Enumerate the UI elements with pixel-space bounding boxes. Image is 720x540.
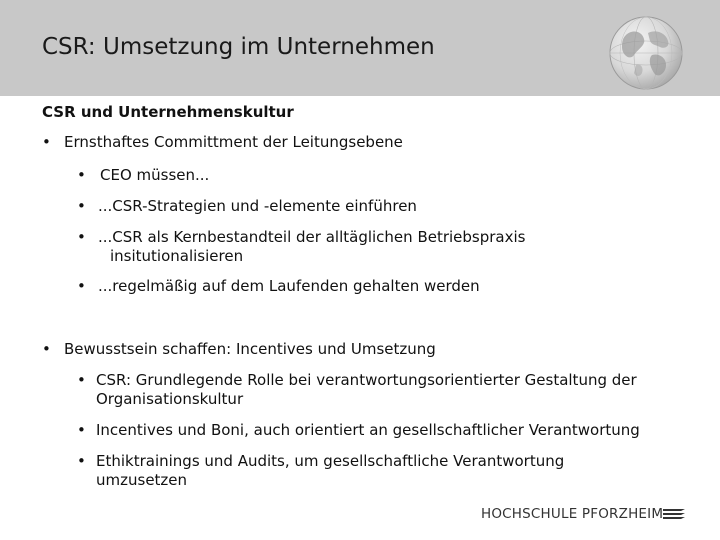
sub-bullet-line: Ethiktrainings und Audits, um gesellschaftliche Verantwortung [96, 452, 565, 470]
bullet-text: Ernsthaftes Committment der Leitungsebene [64, 133, 403, 151]
sub-bullet-line: umzusetzen [96, 471, 188, 489]
slide-title: CSR: Umsetzung im Unternehmen [42, 34, 435, 60]
sub-bullet-text: Incentives und Boni, auch orientiert an gesellschaftlicher Verantwortung [96, 421, 640, 439]
bullet-icon: • [77, 277, 86, 295]
sub-bullet-text: ...CSR-Strategien und -elemente einführen [98, 197, 417, 215]
sub-bullet-line: CSR: Grundlegende Rolle bei verantwortungsorientierter Gestaltung der [96, 371, 637, 389]
hochschule-logo-mark-icon [661, 507, 687, 521]
bullet-icon: • [77, 228, 86, 246]
bullet-icon: • [77, 371, 86, 389]
sub-bullet-text: CEO müssen... [100, 166, 210, 184]
sub-bullet-line: Organisationskultur [96, 390, 244, 408]
sub-bullet-text [98, 228, 525, 266]
bullet-icon: • [77, 421, 86, 439]
bullet-text: Bewusstsein schaffen: Incentives und Umsetzung [64, 340, 436, 358]
section-heading: CSR und Unternehmenskultur [42, 103, 294, 121]
bullet-icon: • [77, 452, 86, 470]
footer-logo-text: HOCHSCHULE PFORZHEIM [481, 506, 664, 522]
sub-bullet-line: ...CSR als Kernbestandteil der alltäglichen Betriebspraxis [98, 228, 526, 246]
bullet-icon: • [77, 197, 86, 215]
sub-bullet-line: insitutionalisieren [110, 247, 244, 265]
sub-bullet-text [96, 371, 637, 409]
sub-bullet-text [96, 452, 564, 490]
bullet-icon: • [42, 340, 51, 358]
bullet-icon: • [42, 133, 51, 151]
bullet-icon: • [77, 166, 86, 184]
sub-bullet-text: ...regelmäßig auf dem Laufenden gehalten werden [98, 277, 480, 295]
